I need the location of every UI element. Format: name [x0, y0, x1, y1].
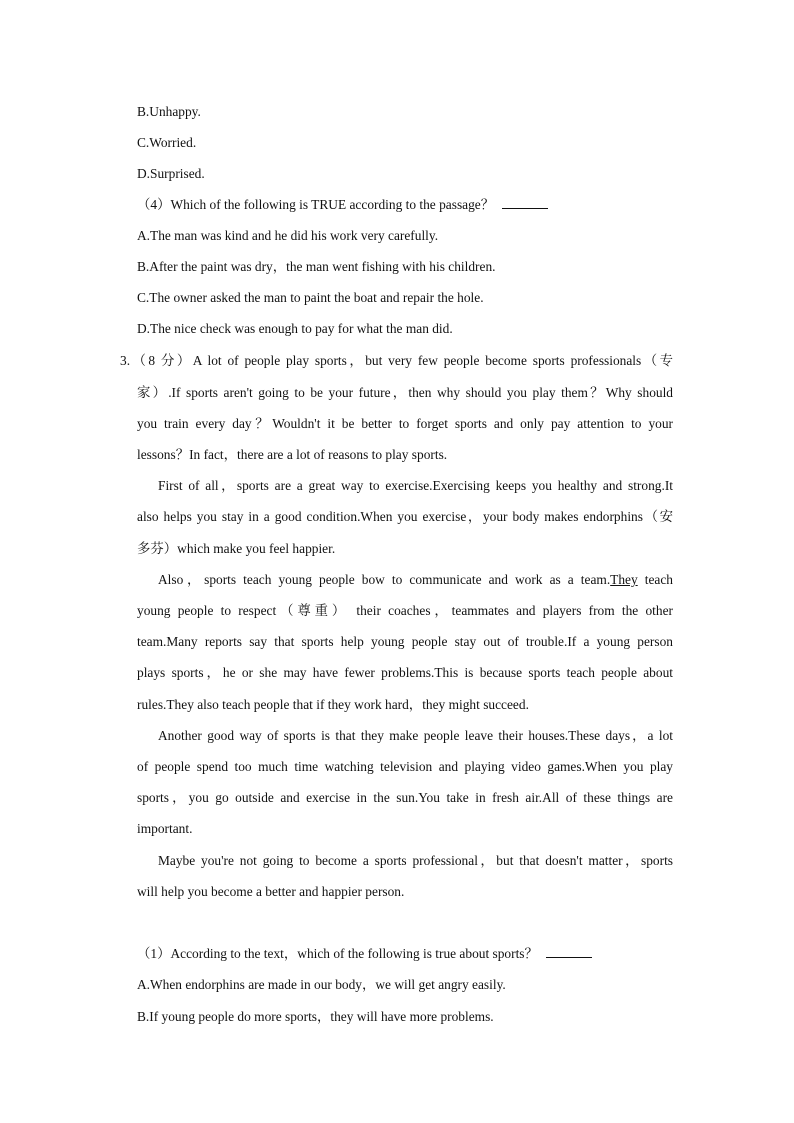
question-4-stem-text: （4）Which of the following is TRUE according to the passage？ [137, 197, 495, 212]
question-4-option-b: B.After the paint was dry，the man went fishing with his children. [137, 259, 496, 274]
question-1-stem-text: （1）According to the text，which of the following is true about sports？ [137, 946, 538, 961]
passage-intro-line-1: 3.（8 分）A lot of people play sports，but very few people become sports professionals（专 [120, 353, 673, 368]
paragraph-1-line-1: First of all，sports are a great way to exercise.Exercising keeps you healthy and strong.It [158, 478, 673, 493]
paragraph-4-line-1: Maybe you're not going to become a sports professional，but that doesn't matter，sports [158, 853, 673, 868]
paragraph-4-line-2: will help you become a better and happier person. [137, 884, 405, 899]
option-d-surprised: D.Surprised. [137, 166, 205, 181]
passage-intro-line-2: 家）.If sports aren't going to be your future，then why should you play them？Why should [137, 385, 673, 400]
paragraph-2-line-1 [158, 572, 673, 588]
option-c-worried: C.Worried. [137, 135, 197, 150]
paragraph-2-line-2: young people to respect（尊重） their coaches，teammates and players from the other [137, 603, 673, 618]
paragraph-3-line-3: sports，you go outside and exercise in the sun.You take in fresh air.All of these things are [137, 790, 673, 805]
paragraph-2-line-3: team.Many reports say that sports help young people stay out of trouble.If a young person [137, 634, 673, 649]
paragraph-3-line-4: important. [137, 821, 193, 836]
option-b-unhappy: B.Unhappy. [137, 104, 201, 119]
paragraph-3-line-2: of people spend too much time watching television and playing video games.When you play [137, 759, 673, 774]
question-1-option-b: B.If young people do more sports，they will have more problems. [137, 1009, 494, 1024]
answer-blank[interactable] [546, 947, 592, 958]
question-4-option-a: A.The man was kind and he did his work very carefully. [137, 228, 439, 243]
paragraph-2-line-5: rules.They also teach people that if they work hard，they might succeed. [137, 697, 529, 712]
underlined-word-they: They [610, 572, 638, 587]
paragraph-1-line-2: also helps you stay in a good condition.When you exercise，your body makes endorphins（安 [137, 509, 673, 524]
passage-intro-line-3: you train every day？Wouldn't it be better to forget sports and only pay attention to your [137, 416, 673, 431]
question-4-option-c: C.The owner asked the man to paint the boat and repair the hole. [137, 290, 484, 305]
paragraph-3-line-1: Another good way of sports is that they make people leave their houses.These days，a lot [158, 728, 673, 743]
answer-blank[interactable] [502, 198, 548, 209]
paragraph-2-line-1-pre: Also，sports teach young people bow to communicate and work as a team. [158, 572, 611, 587]
paragraph-2-line-1-post: teach [637, 572, 673, 587]
passage-intro-line-4: lessons？In fact，there are a lot of reasons to play sports. [137, 447, 448, 462]
paragraph-2-line-4: plays sports，he or she may have fewer problems.This is because sports teach people about [137, 665, 673, 680]
question-4-option-d: D.The nice check was enough to pay for what the man did. [137, 321, 453, 336]
question-1-option-a: A.When endorphins are made in our body，we will get angry easily. [137, 977, 506, 992]
question-1-stem [137, 946, 592, 962]
question-4-stem [137, 197, 548, 213]
paragraph-1-line-3: 多芬）which make you feel happier. [137, 541, 336, 556]
